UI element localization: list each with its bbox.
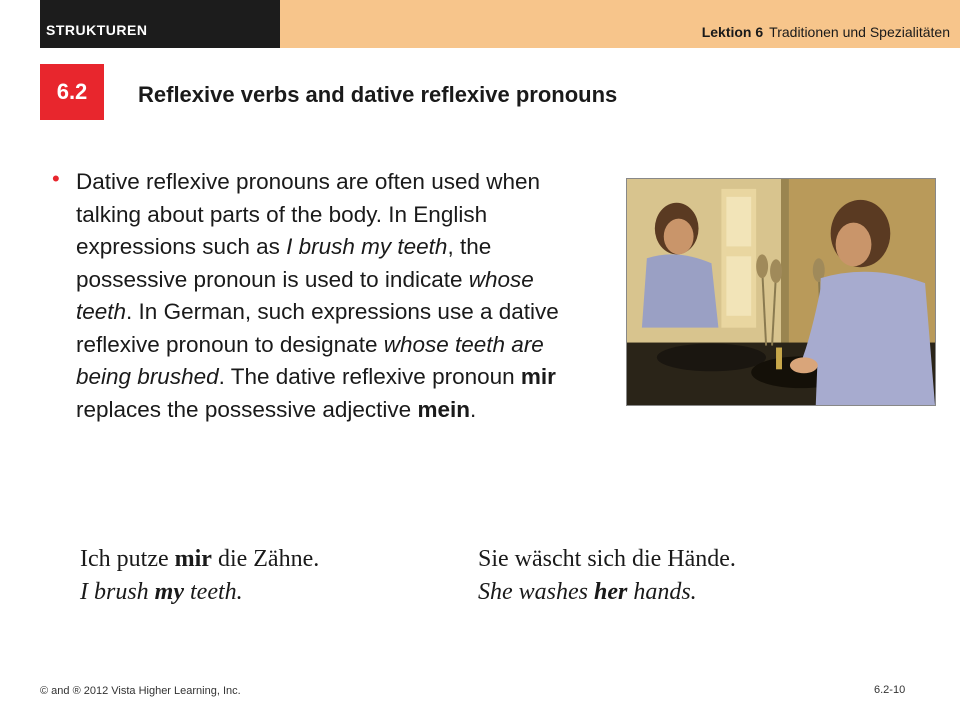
ex-right-en-bold: her — [594, 579, 628, 605]
lesson-heading — [702, 24, 950, 40]
para-text-3: . In German, such expressions use a dative reflexive pronoun to designate — [76, 299, 559, 357]
para-text-5: replaces the possessive adjective — [76, 396, 418, 422]
copyright-notice: © and ® 2012 Vista Higher Learning, Inc. — [40, 685, 241, 697]
woman-washing-hands-photo — [626, 178, 936, 406]
ex-right-en-a: She washes — [478, 579, 594, 605]
example-left-english — [80, 576, 243, 608]
para-text-4: . The dative reflexive pronoun — [218, 364, 521, 389]
section-badge-number: 6.2 — [56, 79, 88, 104]
lesson-number: Lektion 6 — [701, 24, 764, 40]
example-right-english — [478, 576, 697, 608]
page-number: 6.2-10 — [874, 684, 906, 696]
para-em-1: I brush my teeth — [286, 234, 448, 259]
para-bold-mir: mir — [520, 364, 556, 389]
slide-title: Reflexive verbs and dative reflexive pronouns — [138, 82, 618, 107]
para-em-3: whose teeth are being brushed — [76, 331, 544, 389]
photo-illustration — [627, 179, 935, 405]
para-em-2: whose teeth — [76, 266, 534, 324]
ex-left-en-bold: my — [154, 579, 184, 605]
section-label-text: STRUKTUREN — [46, 22, 148, 38]
ex-left-de-c: die Zähne. — [211, 546, 320, 572]
example-right-german — [478, 543, 736, 575]
bullet-icon: • — [52, 166, 60, 191]
section-badge — [40, 64, 104, 120]
ex-left-en-a: I brush — [80, 579, 155, 605]
para-bold-mein: mein — [417, 396, 470, 422]
ex-left-de-bold: mir — [174, 546, 212, 572]
lesson-title: Traditionen und Spezialitäten — [769, 24, 950, 40]
header-bar — [0, 0, 960, 48]
ex-right-de: Sie wäscht sich die Hände. — [478, 546, 736, 572]
ex-left-en-c: teeth. — [184, 579, 243, 605]
para-text-1: Dative reflexive pronouns are often used when talking about parts of the body. In English expressions such as — [76, 169, 541, 259]
bullet-paragraph — [76, 166, 586, 426]
ex-right-en-c: hands. — [627, 579, 697, 605]
lesson-band — [280, 0, 960, 48]
para-text-6: . — [469, 396, 477, 422]
para-text-2: , the possessive pronoun is used to indicate — [76, 234, 492, 292]
example-left-german — [80, 543, 319, 575]
ex-left-de-a: Ich putze — [80, 546, 175, 572]
section-label — [40, 0, 280, 48]
